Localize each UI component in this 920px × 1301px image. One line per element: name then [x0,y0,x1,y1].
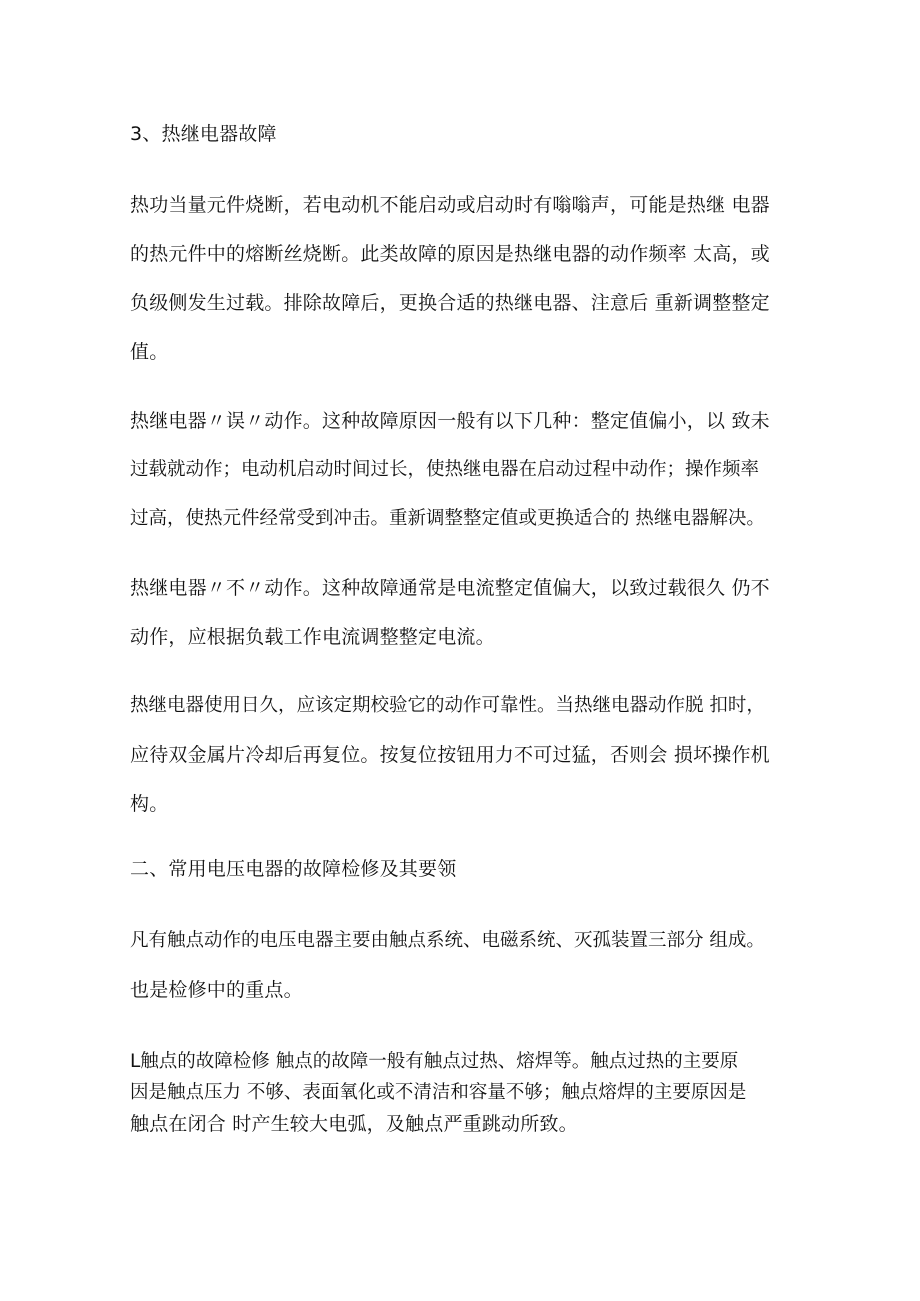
paragraph-2-line-1: 热继电器〃误〃动作。这种故障原因一般有以下几种：整定值偏小，以 致未 [130,410,770,432]
paragraph-1-line-2: 的热元件中的熔断丝烧断。此类故障的原因是热继电器的动作频率 太高，或 [130,243,770,265]
paragraph-4-line-3: 构。 [130,793,169,815]
paragraph-2-line-2: 过载就动作；电动机启动时间过长，使热继电器在启动过程中动作；操作频率 [130,459,760,480]
paragraph-4-line-2: 应待双金属片冷却后再复位。按复位按钮用力不可过猛，否则会 损坏操作机 [130,744,770,766]
section-heading-3: 3、热继电器故障 [130,123,277,145]
paragraph-5-line-1: 凡有触点动作的电压电器主要由触点系统、电磁系统、灭孤装置三部分 组成。 [130,930,765,951]
paragraph-1-line-1: 热功当量元件烧断，若电动机不能启动或启动时有嗡嗡声，可能是热继 电器 [130,194,770,216]
paragraph-1-line-3: 负级侧发生过载。排除故障后，更换合适的热继电器、注意后 重新调整整定 [130,292,770,314]
paragraph-5-line-2: 也是检修中的重点。 [130,979,303,1001]
paragraph-3-line-2: 动作，应根据负载工作电流调整整定电流。 [130,626,495,648]
paragraph-4-line-1: 热继电器使用日久，应该定期校验它的动作可靠性。当热继电器动作脱 扣时， [130,695,765,716]
paragraph-2-line-3: 过高，使热元件经常受到冲击。重新调整整定值或更换适合的 热继电器解决。 [130,508,765,529]
paragraph-3-line-1: 热继电器〃不〃动作。这种故障通常是电流整定值偏大，以致过载很久 仍不 [130,577,770,599]
section-heading-2: 二、常用电压电器的故障检修及其要领 [130,858,457,880]
paragraph-6-line-1: L触点的故障检修 触点的故障一般有触点过热、熔焊等。触点过热的主要原 [130,1051,739,1072]
paragraph-6-line-3: 触点在闭合 时产生较大电弧，及触点严重跳动所致。 [130,1113,578,1135]
paragraph-6-line-2: 因是触点压力 不够、表面氧化或不清洁和容量不够；触点熔焊的主要原因是 [130,1082,747,1103]
paragraph-1-line-4: 值。 [130,341,169,363]
